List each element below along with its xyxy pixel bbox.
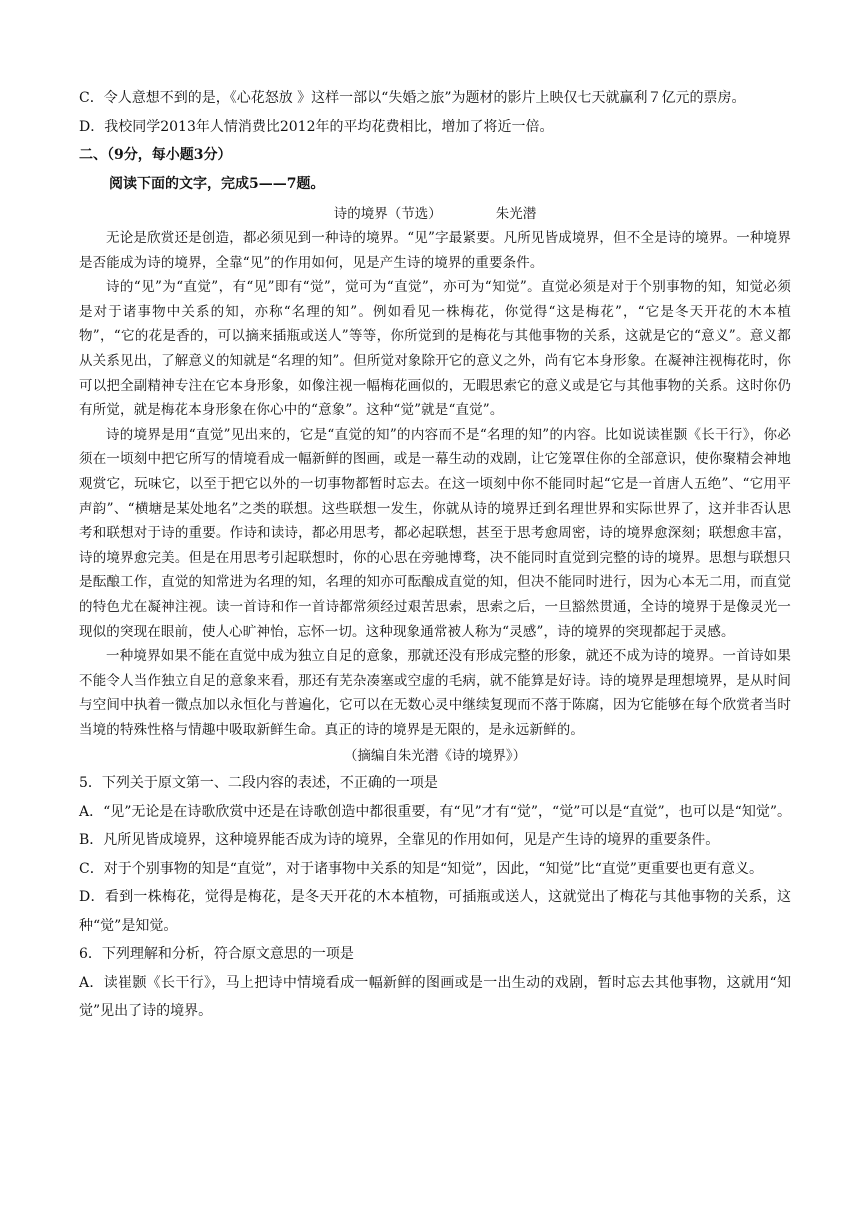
question-5-stem: 5．下列关于原文第一、二段内容的表述，不正确的一项是	[79, 775, 438, 792]
section-heading: 二、（9分，每小题3分）	[79, 147, 232, 163]
article-author: 朱光潜	[495, 206, 537, 222]
article-paragraph: 诗的境界是用“直觉”见出来的，它是“直觉的知”的内容而不是“名理的知”的内容。比如说读崔颢《长干行》，你必须在一顷刻中把它所写的情境看成一幅新鲜的图画，或是一幕生动的戏剧，让它笼罩住你的全部意识，使你聚精会神地观赏它，玩味它，以至于把它以外的一切事物都暂时忘去。在这一顷刻中你不能同时起“它是一首唐人五绝”、“它用平声韵”、“横塘是某处地名”之类的联想。这些联想一发生，你就从诗的境界迁到名理世界和实际世界了，这并非否认思考和联想对于诗的重要。作诗和读诗，都必用思考，都必起联想，甚至于思考愈周密，诗的境界愈深刻；联想愈丰富，诗的境界愈完美。但是在用思考引起联想时，你的心思在旁驰博骛，决不能同时直觉到完整的诗的境界。思想与联想只是酝酿工作，直觉的知常进为名理的知，名理的知亦可酝酿成直觉的知，但决不能同时进行，因为心本无二用，而直觉的特色尤在凝神注视。读一首诗和作一首诗都常须经过艰苦思索，思索之后，一旦豁然贯通，全诗的境界于是像灵光一现似的突现在眼前，使人心旷神怡，忘怀一切。这种现象通常被人称为“灵感”，诗的境界的突现都起于灵感。	[79, 426, 791, 640]
article-body	[79, 226, 791, 742]
question-6-stem: 6．下列理解和分析，符合原文意思的一项是	[79, 946, 354, 963]
article-title-line	[79, 202, 791, 226]
option-d-previous: D．我校同学2013年人情消费比2012年的平均花费相比，增加了将近一倍。	[79, 118, 554, 135]
option-c-previous: C．令人意想不到的是，《心花怒放 》这样一部以“失婚之旅”为题材的影片上映仅七天就赢利７亿元的票房。	[79, 90, 746, 106]
article-title: 诗的境界（节选）	[333, 206, 442, 222]
question-5-option-d: D．看到一株梅花，觉得是梅花，是冬天开花的木本植物，可插瓶或送人，这就觉出了梅花与其他事物的关系，这种“觉”是知觉。	[79, 889, 791, 934]
question-5-option-c: C．对于个别事物的知是“直觉”，对于诸事物中关系的知是“知觉”，因此，“知觉”比“直觉”更重要也更有意义。	[79, 860, 763, 877]
question-5-option-a: A．“见”无论是在诗歌欣赏中还是在诗歌创造中都很重要，有“见”才有“觉”，“觉”可以是“直觉”，也可以是“知觉”。	[79, 803, 791, 820]
article-paragraph: 无论是欣赏还是创造，都必须见到一种诗的境界。“见”字最紧要。凡所见皆成境界，但不全是诗的境界。一种境界是否能成为诗的境界，全靠“见”的作用如何，见是产生诗的境界的重要条件。	[79, 230, 791, 271]
article-source: （摘编自朱光潜《诗的境界》）	[343, 748, 527, 765]
question-5-option-b: B．凡所见皆成境界，这种境界能否成为诗的境界，全靠见的作用如何，见是产生诗的境界的重要条件。	[79, 832, 720, 849]
article-paragraph: 诗的“见”为“直觉”，有“见”即有“觉”，觉可为“直觉”，亦可为“知觉”。直觉必须是对于个别事物的知，知觉必须是对于诸事物中关系的知，亦称“名理的知”。例如看见一株梅花，你觉得“这是梅花”，“它是冬天开花的木本植物”，“它的花是香的，可以摘来插瓶或送人”等等，你所觉到的是梅花与其他事物的关系，这就是它的“意义”。意义都从关系见出，了解意义的知就是“名理的知”。但所觉对象除开它的意义之外，尚有它本身形象。在凝神注视梅花时，你可以把全副精神专注在它本身形象，如像注视一幅梅花画似的，无暇思索它的意义或是它与其他事物的关系。这时你仍有所觉，就是梅花本身形象在你心中的“意象”。这种“觉”就是“直觉”。	[79, 279, 791, 419]
reading-instruction: 阅读下面的文字，完成5——7题。	[109, 175, 325, 192]
article-paragraph: 一种境界如果不能在直觉中成为独立自足的意象，那就还没有形成完整的形象，就还不成为诗的境界。一首诗如果不能令人当作独立自足的意象来看，那还有芜杂凑塞或空虚的毛病，就不能算是好诗。诗的境界是理想境界，是从时间与空间中执着一微点加以永恒化与普遍化，它可以在无数心灵中继续复现而不落于陈腐，因为它能够在每个欣赏者当时当境的特殊性格与情趣中吸取新鲜生命。真正的诗的境界是无限的，是永远新鲜的。	[79, 648, 791, 738]
exam-page	[79, 84, 791, 1026]
question-6-option-a: A．读崔颢《长干行》，马上把诗中情境看成一幅新鲜的图画或是一出生动的戏剧，暂时忘去其他事物，这就用“知觉”见出了诗的境界。	[79, 974, 791, 1020]
